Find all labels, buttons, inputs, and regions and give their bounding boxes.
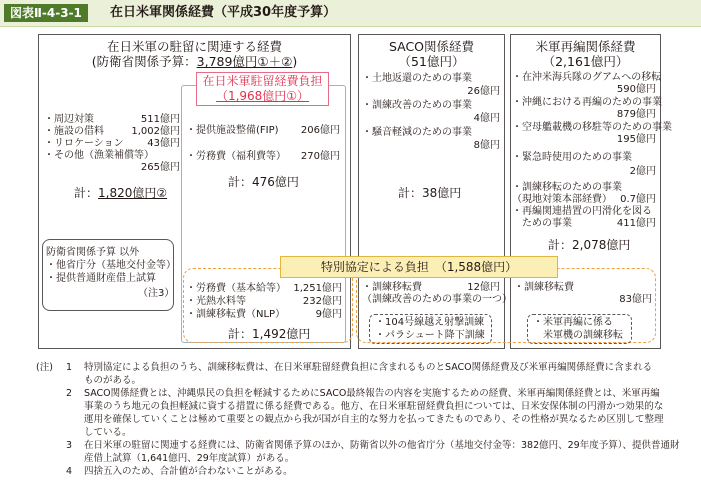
usfj-item-label: ・施設の借料: [44, 126, 104, 137]
figure-header: [0, 0, 701, 27]
hns-item-value: 206億円: [300, 125, 340, 136]
sma-item-label: ・光熱水料等: [186, 296, 246, 307]
realign-item-label: ・沖縄における再編のための事業: [512, 97, 662, 108]
saco-item-label: ・土地返還のための事業: [362, 73, 472, 84]
realign-sma-item-label: ・訓練移転費: [514, 282, 574, 293]
note-number: 2: [66, 388, 73, 399]
usfj-item-label: ・リロケーション: [44, 138, 124, 149]
realign-item-value: 195億円: [616, 134, 656, 145]
realign-title-line2: （2,161億円）: [542, 54, 629, 69]
realign-item-label: ための事業: [512, 218, 572, 229]
usfj-item-value: 265億円: [140, 162, 180, 173]
note-line: している。: [84, 427, 132, 438]
realign-sma-item-value: 83億円: [619, 294, 652, 305]
note-line: 運用を確保していくことは極めて重要との観点から我が国が自主的な努力を払ってきたものであり、その性格が異なるため区別して整理: [84, 414, 664, 425]
usfj-left-total: 計：1,820億円②: [74, 186, 168, 200]
realign-item-label: （現地対策本部経費）: [512, 194, 612, 205]
sma-item-value: 9億円: [315, 309, 342, 320]
saco-title-line2: （51億円）: [398, 54, 465, 69]
figure-label: 図表Ⅱ-4-3-1: [4, 4, 88, 22]
sma-total: 計：1,492億円: [228, 327, 311, 341]
saco-subbox-line2: ・パラシュート降下訓練: [375, 330, 485, 341]
realign-item-value: 411億円: [616, 218, 656, 229]
usfj-item-value: 43億円: [147, 138, 180, 149]
usfj-title-line2: (防衛省関係予算：3,789億円①＋②): [91, 54, 298, 69]
realign-item-label: ・緊急時使用のための事業: [512, 152, 632, 163]
saco-total: 計：38億円: [398, 186, 462, 200]
note-number: 3: [66, 440, 73, 451]
saco-item-value: 8億円: [473, 140, 500, 151]
note-number: 1: [66, 362, 73, 373]
outside-line4: （注3）: [138, 288, 175, 299]
note-line: SACO関係経費とは、沖縄県民の負担を軽減するためにSACO最終報告の内容を実施するための経費、米軍再編関係経費とは、米軍再編: [84, 388, 660, 399]
saco-item-label: ・騒音軽減のための事業: [362, 127, 472, 138]
hns-title-line2: （1,968億円①）: [215, 89, 310, 103]
note-line: 在日米軍の駐留に関連する経費には、防衛省関係予算のほか、防衛省以外の他省庁分（基地交付金等：382億円、29年度予算）、提供普通財: [84, 440, 680, 451]
saco-item-value: 26億円: [467, 86, 500, 97]
note-line: 四捨五入のため、合計値が合わないことがある。: [84, 466, 293, 477]
hns-title-line1: 在日米軍駐留経費負担: [202, 74, 323, 88]
sma-item-label: ・訓練移転費（NLP）: [186, 309, 286, 320]
special-measures-banner: 特別協定による負担 （1,588億円）: [280, 256, 558, 278]
outside-line2: ・他省庁分（基地交付金等）: [46, 260, 176, 271]
figure-title: 在日米軍関係経費（平成30年度予算）: [110, 5, 337, 20]
realign-item-value: 879億円: [616, 109, 656, 120]
outside-line3: ・提供普通財産借上試算: [46, 273, 156, 284]
note-number: 4: [66, 466, 73, 477]
saco-sma-item-value: 12億円: [467, 282, 500, 293]
realign-item-label: ・空母艦載機の移駐等のための事業: [512, 122, 672, 133]
saco-title-line1: SACO関係経費: [388, 39, 475, 54]
saco-item-value: 4億円: [473, 113, 500, 124]
sma-item-value: 232億円: [302, 296, 342, 307]
usfj-item-label: ・その他（漁業補償等）: [44, 150, 154, 161]
realign-item-label: ・訓練移転のための事業: [512, 182, 622, 193]
sma-item-value: 1,251億円: [293, 283, 342, 294]
note-line: ものがある。: [84, 375, 142, 386]
hns-total: 計：476億円: [228, 175, 299, 189]
realign-item-label: ・在沖米海兵隊のグアムへの移転: [512, 72, 662, 83]
outside-line1: 防衛省関係予算 以外: [46, 247, 140, 258]
saco-sma-item-sub: （訓練改善のための事業の一つ）: [362, 294, 512, 305]
realign-title-line1: 米軍再編関係経費: [535, 39, 636, 54]
realign-item-value: 590億円: [616, 84, 656, 95]
realign-item-label: ・再編関連措置の円滑化を図る: [512, 206, 652, 217]
realign-subbox-line1: ・米軍再編に係る: [533, 317, 613, 328]
usfj-item-value: 511億円: [140, 114, 180, 125]
realign-item-value: 2億円: [629, 166, 656, 177]
usfj-item-value: 1,002億円: [131, 126, 180, 137]
hns-title-box: [196, 72, 329, 106]
usfj-title-line1: 在日米軍の駐留に関連する経費: [106, 39, 282, 54]
saco-item-label: ・訓練改善のための事業: [362, 100, 472, 111]
realign-total: 計：2,078億円: [548, 238, 631, 252]
notes-prefix: (注): [36, 362, 53, 373]
realign-item-value: 0.7億円: [620, 194, 656, 205]
saco-sma-item-label: ・訓練移転費: [362, 282, 422, 293]
hns-item-label: ・労務費（福利費等）: [186, 151, 286, 162]
hns-item-value: 270億円: [300, 151, 340, 162]
saco-subbox-line1: ・104号線越え射撃訓練: [375, 317, 485, 328]
usfj-item-label: ・周辺対策: [44, 114, 94, 125]
realign-subbox-line2: 米軍機の訓練移転: [533, 330, 623, 341]
note-line: 事業のうち地元の負担軽減に資する措置に係る経費である。他方、在日米軍駐留経費負担については、日米安保体制の円滑かつ効果的な: [84, 401, 664, 412]
sma-item-label: ・労務費（基本給等）: [186, 283, 286, 294]
note-line: 産借上試算（1,641億円、29年度試算）がある。: [84, 453, 295, 464]
note-line: 特別協定による負担のうち、訓練移転費は、在日米軍駐留経費負担に含まれるものとSACO関係経費及び米軍再編関係経費に含まれる: [84, 362, 653, 373]
hns-item-label: ・提供施設整備(FIP): [186, 125, 279, 136]
